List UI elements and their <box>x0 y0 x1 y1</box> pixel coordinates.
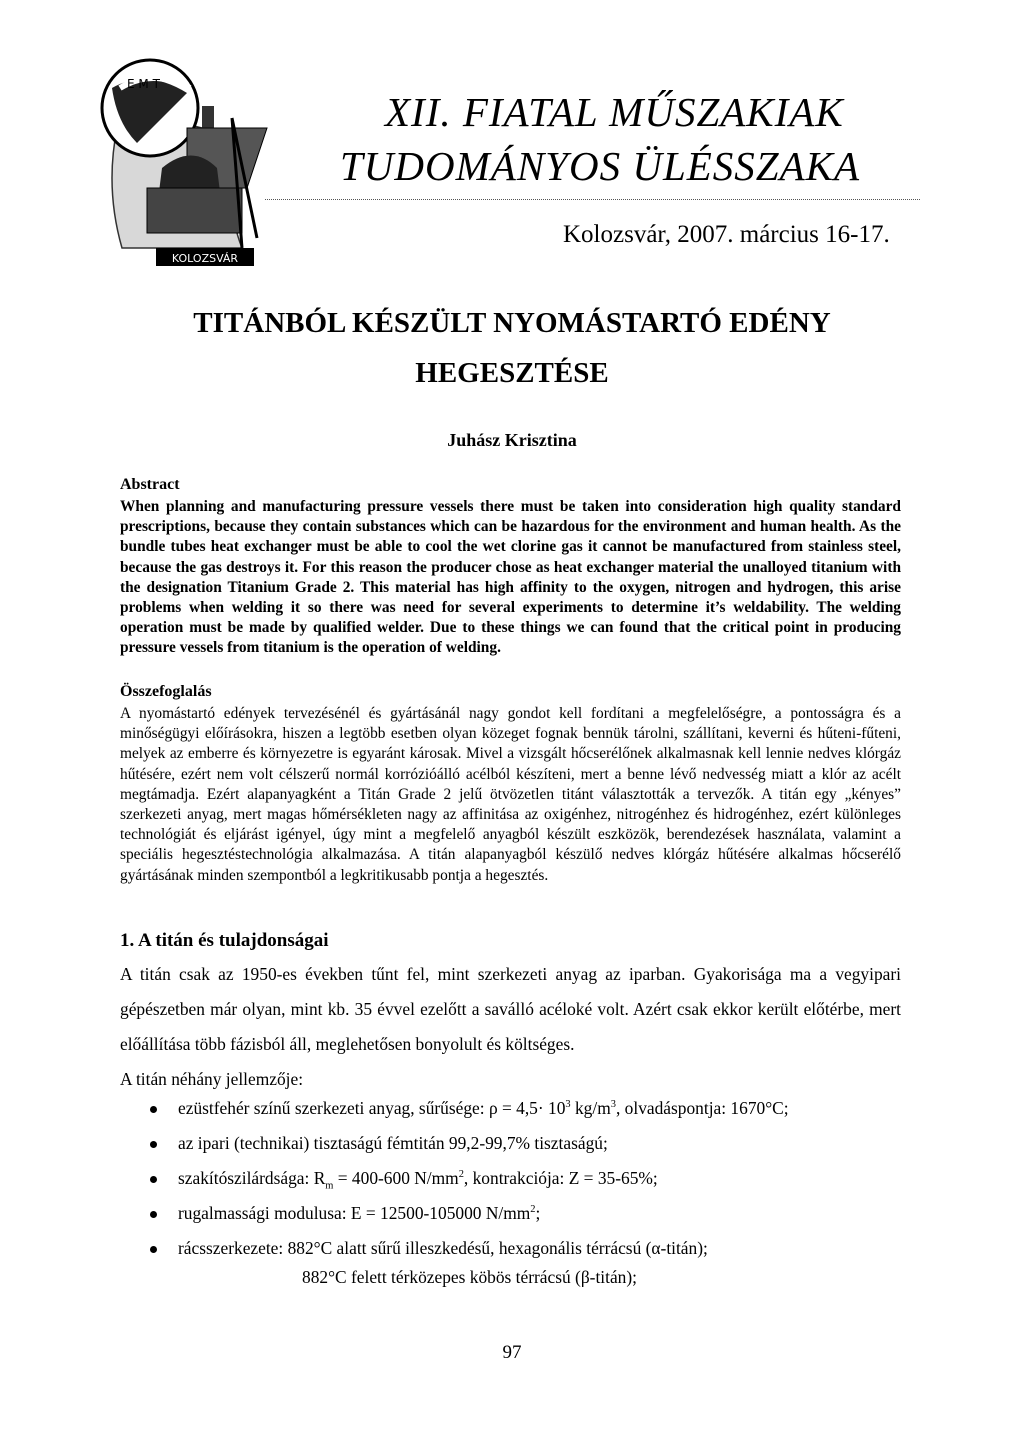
osszefoglalas-text: A nyomástartó edények tervezésénél és gyártásánál nagy gondot kell fordítani a megfelelőségre, a pontosságra és a minőségügyi előírásokra, hiszen a legtöbb esetben olyan közeget fognak bennük tárolni, szállítani, keverni és hűteni-fűteni, melyek az emberre és környezetre is egyaránt károsak. Mivel a vizsgált hőcserélőnek alkalmasnak kell lennie nedves klórgáz hűtésére, ezért nem volt célszerű normál korrózióálló acélból készíteni, mert a benne lévő nedvesség miatt a klór az acélt megtámadja. Ezért alapanyagként a Titán Grade 2 jelű ötvözetlen titánt választották a tervezők. A titán egy „kényes” szerkezeti anyag, mert magas hőmérsékleten nagy az affinitása az oxigénhez, nitrogénhez és hidrogénhez, ezért különleges technológiát és eljárást igényel, úgy mint a megfelelő anyagból készült eszközök, berendezések használata, valamint a speciális hegesztéstechnológia alkalmazása. A titán alapanyagból készülő nedves klórgáz hűtésére alkalmas hőcserélő gyártásának minden szempontból a legkritikusabb pontja a hegesztés. <box>120 705 901 884</box>
list-item-text: = 400-600 N/mm <box>333 1168 459 1188</box>
list-item-text: , olvadáspontja: 1670°C; <box>615 1098 789 1118</box>
list-item <box>120 1126 901 1161</box>
superscript: 2 <box>530 1204 536 1216</box>
bullet-icon <box>150 1176 157 1183</box>
paper-title <box>0 298 1024 398</box>
bullet-icon <box>150 1211 157 1218</box>
conference-logo <box>92 48 270 270</box>
superscript: 3 <box>610 1099 616 1111</box>
list-item-text: , kontrakciója: Z = 35-65%; <box>463 1168 658 1188</box>
superscript: 3 <box>565 1099 571 1111</box>
list-item <box>120 1161 901 1196</box>
list-item-text: ezüstfehér színű szerkezeti anyag, sűrűsége: ρ = 4,5· 10 <box>178 1098 566 1118</box>
list-item-text: szakítószilárdsága: R <box>178 1168 326 1188</box>
list-item-text: rácsszerkezete: 882°C alatt sűrű illeszkedésű, hexagonális térrácsú (α-titán); <box>178 1238 708 1258</box>
conference-title-line2: TUDOMÁNYOS ÜLÉSSZAKA <box>340 143 861 189</box>
section-body <box>120 957 901 1097</box>
bullet-icon <box>150 1106 157 1113</box>
section-paragraph-intro: A titán néhány jellemzője: <box>120 1069 304 1089</box>
paper-title-line2: HEGESZTÉSE <box>415 357 609 389</box>
abstract-heading: Abstract <box>120 476 180 493</box>
conference-date: Kolozsvár, 2007. március 16-17. <box>563 221 890 248</box>
list-item-text: kg/m <box>570 1098 611 1118</box>
bullet-icon <box>150 1141 157 1148</box>
abstract-text: When planning and manufacturing pressure vessels there must be taken into consideration high quality standard prescriptions, because they contain substances which can be hazardous for the environment and human health. As the bundle tubes heat exchanger must be able to cool the wet clorine gas it cannot be manufactured from stainless steel, because the gas destroys it. For this reason the producer chose as heat exchanger material the unalloyed titanium with the designation Titanium Grade 2. This material has high affinity to the oxygen, nitrogen and hydrogen, this arise problems when welding it so there was need for several experiments to determine it’s weldability. The welding operation must be made by qualified welder. Due to these things we can found that the critical point in producing pressure vessels from titanium is the operation of welding. <box>120 498 901 657</box>
page-number: 97 <box>502 1342 522 1363</box>
osszefoglalas-heading: Összefoglalás <box>120 683 212 700</box>
logo-label: KOLOZSVÁR <box>171 252 239 265</box>
list-item-text: az ipari (technikai) tisztaságú fémtitán 99,2-99,7% tisztaságú; <box>178 1133 608 1153</box>
bullet-icon <box>150 1246 157 1253</box>
header-divider <box>265 199 920 200</box>
list-item <box>120 1196 901 1231</box>
section-heading: 1. A titán és tulajdonságai <box>120 930 329 951</box>
property-list <box>120 1091 901 1266</box>
superscript: 2 <box>458 1169 464 1181</box>
list-item-text: rugalmassági modulusa: E = 12500-105000 N/mm <box>178 1203 531 1223</box>
subscript: m <box>325 1180 334 1192</box>
section-paragraph: A titán csak az 1950-es években tűnt fel, mint szerkezeti anyag az iparban. Gyakorisága ma a vegyipari gépészetben már olyan, mint kb. 35 évvel ezelőtt a saválló acéloké volt. Azért csak ekkor került előtérbe, mert előállítása több fázisból áll, meglehetősen bonyolult és költséges. <box>120 964 901 1054</box>
conference-title-line1: XII. FIATAL MŰSZAKIAK <box>385 89 844 135</box>
list-item-text: ; <box>535 1203 541 1223</box>
list-item <box>120 1091 901 1126</box>
list-item <box>120 1231 901 1266</box>
author-name: Juhász Krisztina <box>447 430 577 450</box>
list-item-continuation: 882°C felett térközepes köbös térrácsú (β-titán); <box>302 1267 637 1287</box>
logo-ring-text: E M T <box>127 77 160 91</box>
conference-title <box>340 85 945 193</box>
paper-title-line1: TITÁNBÓL KÉSZÜLT NYOMÁSTARTÓ EDÉNY <box>193 307 831 339</box>
